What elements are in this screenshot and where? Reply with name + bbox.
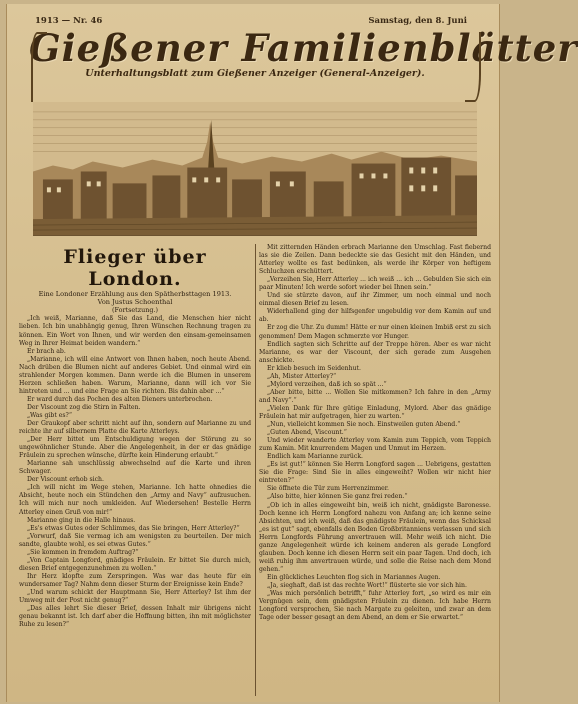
paragraph: „Das alles lehrt Sie dieser Brief, dessen Inhalt mir übrigens nicht genau bekannt ist. Ich darf aber die Hoffnung bitten, ihn mit möglichster Ruhe zu lesen?“ <box>19 605 251 629</box>
newspaper-page <box>6 4 578 702</box>
left-paragraphs <box>19 315 251 629</box>
city-panorama-illustration <box>33 102 477 236</box>
paragraph: „Mylord verzeihen, daß ich so spät ...“ <box>267 380 387 388</box>
right-paragraphs <box>259 244 491 622</box>
paragraph: „Ja, sieghaft, daß ist das rechte Wort!“ flüsterte sie vor sich hin. <box>267 581 467 589</box>
story-subtitle: Eine Londoner Erzählung aus den Spätherbsttagen 1913. <box>38 290 232 298</box>
newspaper-title: Gießener Familienblätter <box>29 26 578 70</box>
right-flourish-ornament <box>465 32 481 102</box>
paragraph: „Der Herr bittet um Entschuldigung wegen der Störung zu so ungewöhnlicher Stunde. Aber die Angelegenheit, in der er das gnädige Fräulein zu sprechen wünsche, dürfte kein Hinderung erlaubt.“ <box>19 436 251 460</box>
article-column-left <box>19 244 251 696</box>
paragraph: Er zog die Uhr. Zu dumm! Hätte er nur einen kleinen Imbiß erst zu sich genommen! Dem Magen schmerzte vor Hunger. <box>259 324 491 340</box>
paragraph: „Aber bitte, bitte ... Wollen Sie mitkommen? Ich fahre in den „Army and Navy“.“ <box>259 388 491 404</box>
paragraph: „Verzeihen Sie, Herr Atterley ... ich weiß ... ich ... Gebulden Sie sich ein paar Minuten! Ich werde sofort wieder bei Ihnen sein.“ <box>259 276 491 292</box>
paragraph: Er klieb besuch im Seidenhut. <box>267 364 361 372</box>
paragraph: Ein glückliches Leuchten flog sich in Mariannes Augen. <box>267 573 441 581</box>
city-skyline-engraving <box>33 102 477 235</box>
paragraph: Der Viscount erhob sich. <box>27 476 104 484</box>
paragraph: „Marianne, ich will eine Antwort von Ihnen haben, noch heute Abend. Nach drüben die Blumen nicht auf anderes Gebiet. Und einmal wird ein strahlender Morgen kommen. Dann werde ich die Blumen in unserem Herzen schließen haben. Warum, Marianne, dann will ich vor Sie hintreten und ... und eine Frage an Sie richten. Bis dahin aber ...“ <box>19 355 251 395</box>
left-flourish-ornament <box>31 32 47 102</box>
newspaper-subtitle: Unterhaltungsblatt zum Gießener Anzeiger (General-Anzeiger). <box>85 68 425 79</box>
paragraph: Widerhallend ging der hilfsgenfer ungebuldig vor dem Kamin auf und ab. <box>259 308 491 324</box>
continuation-note: (Fortsetzung.) <box>112 306 158 315</box>
paragraph: „Guten Abend, Viscount.“ <box>267 429 347 437</box>
paragraph: „Nun, vielleicht kommen Sie noch. Einstweilen guten Abend.“ <box>267 421 461 429</box>
issue-number: 1913 — Nr. 46 <box>35 16 103 26</box>
story-title: Flieger über London. <box>63 246 207 290</box>
masthead <box>29 26 578 102</box>
paragraph: „Was mich persönlich betrifft,“ fuhr Atterley fort, „so wird es mir ein Vergnügen sein, dem gnädigsten Fräulein zu dienen. Ich habe Herrn Longford versprochen, Sie nach Margate zu geleiten, und zwar an dem Tage oder besser gesagt an dem Abend, an dem er Sie erwartet.“ <box>259 590 491 622</box>
paragraph: „Und warum schickt der Hauptmann Sie, Herr Atterley? Ist ihm der Umweg mit der Post nicht genug?“ <box>19 589 251 605</box>
paragraph: „Vielen Dank für Ihre gütige Einladung, Mylord. Aber das gnädige Fräulein hat mir aufgetragen, hier zu warten.“ <box>259 404 491 420</box>
paragraph: Marianne sah unschlüssig abwechselnd auf die Karte und ihren Schwager. <box>19 460 251 476</box>
paragraph: Der Viscount zog die Stirn in Falten. <box>27 403 141 411</box>
paragraph: „Es ist gut!“ können Sie Herrn Longford sagen ... Uebrigens, gestatten Sie die Frage: Sind Sie in alles eingeweiht? Wollen wir nicht hier eintreten?“ <box>259 461 491 485</box>
paragraph: Er ward durch das Pochen des alten Dieners unterbrochen. <box>27 395 213 403</box>
paragraph: „Was gibt es?“ <box>27 411 72 419</box>
paragraph: Ihr Herz klopfte zum Zerspringen. Was war das heute für ein wundersamer Tag? Nahm denn dieser Sturm der Ereignisse kein Ende? <box>19 572 251 588</box>
story-author: Von Justus Schoenthal <box>97 298 173 307</box>
paragraph: „Ich will nicht im Wege stehen, Marianne. Ich hatte ohnedies die Absicht, heute noch ein Stündchen den „Army and Navy“ aufzusuchen. Ich will mich nur noch umkleiden. Auf Wiedersehen! Bestelle Herrn Atterley einen Gruß von mir!“ <box>19 484 251 516</box>
paragraph: „Also bitte, hier können Sie ganz frei reden.“ <box>267 493 408 501</box>
paragraph: „Sie kommen in fremdem Auftrag?“ <box>27 548 139 556</box>
paragraph: „Ich weiß, Marianne, daß Sie das Land, die Menschen hier nicht lieben. Ich bin unabhängig genug, Ihren Wünschen Rechnung tragen zu können. Ein Wort von Ihnen, und wir werden den einsam-gemeinsamen Weg in Ihrer Heimat beiden wandern.“ <box>19 315 251 347</box>
paragraph: Endlich sagten sich Schritte auf der Treppe hören. Aber es war nicht Marianne, es war der Viscount, der sich gerade zum Ausgehen anschickte. <box>259 340 491 364</box>
paragraph: „Von Captain Longford, gnädiges Fräulein. Er bittet Sie durch mich, diesen Brief entgegenzunehmen zu wollen.“ <box>19 556 251 572</box>
paragraph: Er brach ab. <box>27 347 66 355</box>
column-divider <box>255 244 256 696</box>
paragraph: Und sie stürzte davon, auf ihr Zimmer, um noch einmal und noch einmal diesen Brief zu lesen. <box>259 292 491 308</box>
issue-date: Samstag, den 8. Juni <box>368 16 467 26</box>
paragraph: Und wieder wanderte Atterley vom Kamin zum Teppich, vom Teppich zum Kamin. Mit knurrendem Magen und Unmut im Herzen. <box>259 437 491 453</box>
paragraph: „Ob ich in alles eingeweiht bin, weiß ich nicht, gnädigste Baronesse. Doch kenne ich Herrn Longford nahezu von Anfang an; ich kenne seine Absichten, und ich weiß, daß das gnädigste Fräulein, wenn das Schicksal „es ist gut“ sagt, ebenfalls den Boden Großbritanniens verlassen und sich Herrn Longfords Führung anvertrauen will. Mehr weiß ich nicht. Die ganze Angelegenheit würde ich keinem anderen als gerade Longford glauben. Doch kenne ich diesen Herrn seit ein paar Tagen. Und doch, ich weiß ruhig ihm anvertrauen würde, und solle die Reise nach dem Mond gehen.“ <box>259 501 491 573</box>
paragraph: Sie öffnete die Tür zum Herrenzimmer. <box>267 485 389 493</box>
paragraph: Endlich kam Marianne zurück. <box>267 453 363 461</box>
article-column-right <box>259 244 491 696</box>
paragraph: Mit zitternden Händen erbrach Marianne den Umschlag. Fast fiebernd las sie die Zeilen. Dann bedeckte sie das Gesicht mit den Händen, und Atterley wollte es fast bedünken, als werde ihr Körper von heftigem Schluchzen erschüttert. <box>259 244 491 276</box>
paragraph: Marianne ging in die Halle hinaus. <box>27 516 136 524</box>
paragraph: „Es's etwas Gutes oder Schlimmes, das Sie bringen, Herr Atterley?“ <box>27 524 240 532</box>
paragraph: „Ah, Mister Atterley?“ <box>267 372 337 380</box>
paragraph: Der Graukopf aber schritt nicht auf ihn, sondern auf Marianne zu und reichte ihr auf silbernem Platte die Karte Atterleys. <box>19 420 251 436</box>
paragraph: „Vorwurf, daß Sie vermag ich am wenigsten zu beurteilen. Der mich sandte, glaubte wohl, es sei etwas Gutes.“ <box>19 532 251 548</box>
